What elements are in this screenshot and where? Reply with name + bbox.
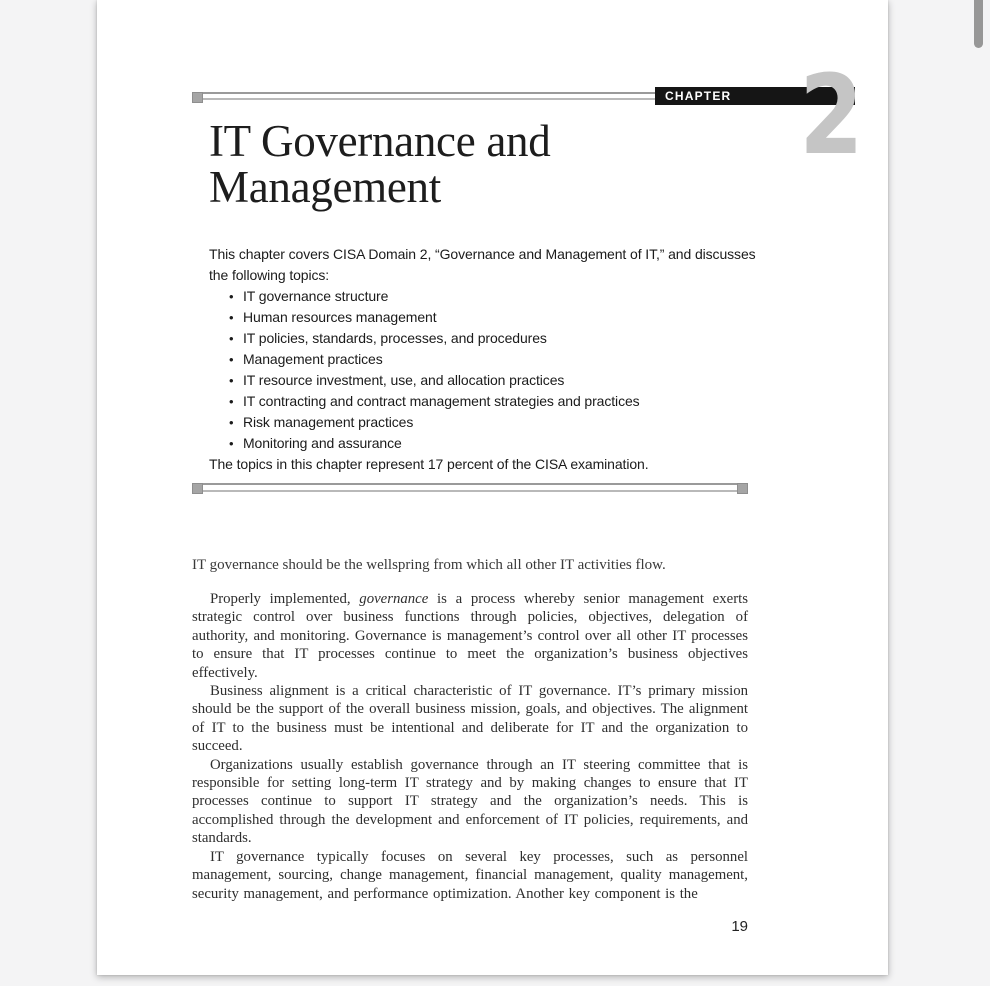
topic-item: • IT contracting and contract management strategies and practices (243, 391, 765, 412)
topic-item: • IT policies, standards, processes, and procedures (243, 328, 765, 349)
italic-term: governance (359, 591, 429, 607)
chapter-label: CHAPTER (665, 89, 732, 103)
paragraph-4: IT governance typically focuses on several key processes, such as personnel management, sourcing, change management, financial management, quality management, security management, and performance optimization. Another key component is the (192, 848, 748, 902)
topic-item: • Management practices (243, 349, 765, 370)
paragraph-2: Business alignment is a critical characteristic of IT governance. IT’s primary mission should be the support of the overall business mission, goals, and objectives. The alignment of IT to the business must be intentional and deliberate for IT and the organization to succeed. (192, 683, 748, 755)
chapter-number: 2 (799, 51, 864, 179)
topic-item: • Human resources management (243, 307, 765, 328)
body-text (192, 590, 748, 903)
paragraph-1-post: is a process whereby senior management exerts strategic control over business functions through policies, objectives, delegation of authority, and monitoring. Governance is management’s control over all other IT processes to ensure that IT processes continue to meet the organization’s business objectives effectively. (192, 591, 748, 681)
topics-list (209, 286, 765, 454)
topic-item: • IT resource investment, use, and allocation practices (243, 370, 765, 391)
chapter-title-line-2: Management (209, 162, 441, 212)
paragraph-1-pre: Properly implemented, (210, 591, 360, 607)
section-divider (192, 483, 748, 492)
exam-note: The topics in this chapter represent 17 percent of the CISA examination. (209, 456, 649, 472)
paragraph-3: Organizations usually establish governance through an IT steering committee that is responsible for setting long-term IT strategy and by making changes to ensure that IT processes continue to support IT strategy and the organization’s needs. This is accomplished through the development and enforcement of IT policies, requirements, and standards. (192, 756, 748, 847)
lead-sentence: IT governance should be the wellspring from which all other IT activities flow. (192, 557, 666, 573)
page-number: 19 (731, 918, 748, 935)
scrollbar-thumb[interactable] (974, 0, 983, 48)
topic-item: • Risk management practices (243, 412, 765, 433)
chapter-title-line-1: IT Governance and (209, 116, 551, 166)
chapter-intro (209, 244, 765, 475)
page-number-row (192, 918, 748, 936)
intro-text: This chapter covers CISA Domain 2, “Governance and Management of IT,” and discusses the following topics: (209, 246, 756, 283)
chapter-title (209, 118, 550, 210)
paragraph-1 (192, 590, 748, 682)
topic-item: • Monitoring and assurance (243, 433, 765, 454)
book-page (97, 0, 888, 975)
topic-item: • IT governance structure (243, 286, 765, 307)
header-rule (192, 92, 655, 100)
